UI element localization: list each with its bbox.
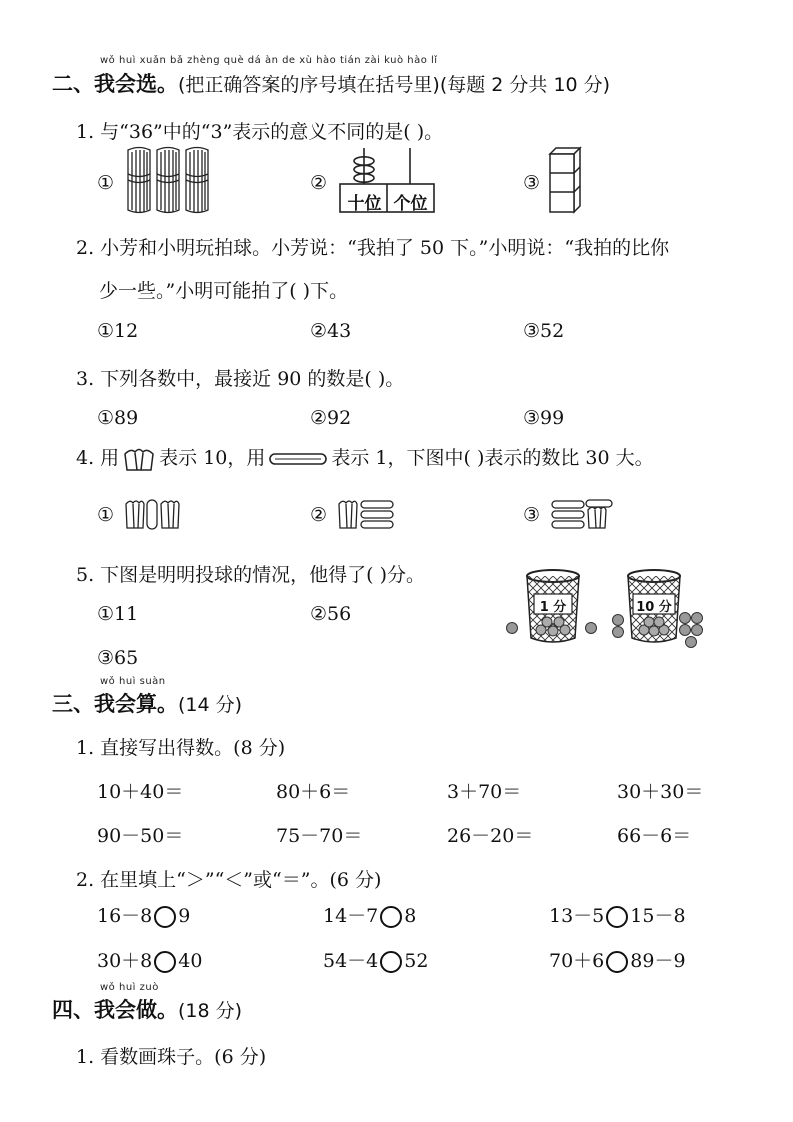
calc-item: 30＋30＝ [617, 781, 704, 803]
calc-item: 26－20＝ [447, 825, 534, 847]
stick-symbol-icon [269, 452, 327, 466]
compare-left: 13－5 [549, 905, 605, 927]
section2-pinyin: wǒ huì xuǎn bǎ zhèng què dá àn de xù hào tián zài kuò hào lǐ [100, 55, 438, 66]
compare-answer-circle[interactable] [154, 951, 176, 973]
section2-heading [52, 68, 610, 98]
q2-option-3: ③52 [523, 320, 565, 342]
question-4-text-b: 表示 10，用 [159, 447, 266, 469]
calc-item: 10＋40＝ [97, 781, 184, 803]
section3-score: (14 分) [178, 694, 243, 716]
q2-option-1: ①12 [97, 320, 139, 342]
compare-item [549, 946, 686, 973]
calc-item: 75－70＝ [276, 825, 363, 847]
compare-answer-circle[interactable] [154, 906, 176, 928]
q2-option-2: ②43 [310, 320, 352, 342]
basket-10-label: 10 分 [636, 600, 672, 615]
bundle-symbol-icon [123, 446, 155, 472]
question-4-text-c: 表示 1，下图中( )表示的数比 30 大。 [331, 447, 654, 469]
q3-option-1: ①89 [97, 407, 139, 429]
q1-option-1-label: ① [97, 172, 115, 194]
question-4-text-a: 4. 用 [76, 447, 120, 469]
section4-pinyin: wǒ huì zuò [100, 982, 159, 993]
compare-item [97, 901, 190, 928]
question-2-line1: 2. 小芳和小明玩拍球。小芳说：“我拍了 50 下。”小明说：“我拍的比你 [76, 237, 670, 259]
calc-question-1-text: 1. 直接写出得数。(8 分) [76, 737, 286, 759]
question-3-text: 3. 下列各数中，最接近 90 的数是( )。 [76, 368, 405, 390]
compare-right: 40 [178, 950, 203, 972]
compare-left: 70＋6 [549, 950, 605, 972]
compare-answer-circle[interactable] [380, 906, 402, 928]
q5-option-1: ①11 [97, 603, 139, 625]
calc-item: 80＋6＝ [276, 781, 351, 803]
compare-left: 14－7 [323, 905, 379, 927]
section3-pinyin: wǒ huì suàn [100, 676, 166, 687]
compare-question-2-text: 2. 在里填上“＞”“＜”或“＝”。(6 分) [76, 869, 382, 891]
section4-heading [52, 994, 242, 1024]
question-4-text [76, 443, 654, 472]
q5-option-3: ③65 [97, 647, 139, 669]
compare-right: 8 [404, 905, 417, 927]
compare-right: 15－8 [630, 905, 686, 927]
section2-instruction: (把正确答案的序号填在括号里)(每题 2 分共 10 分) [178, 74, 611, 96]
compare-item [323, 901, 416, 928]
question-1-text: 1. 与“36”中的“3”表示的意义不同的是( )。 [76, 121, 444, 143]
q4-option-2-image [337, 496, 395, 532]
compare-item [323, 946, 428, 973]
q3-option-3: ③99 [523, 407, 565, 429]
draw-question-1-text: 1. 看数画珠子。(6 分) [76, 1046, 267, 1068]
q4-option-3-label: ③ [523, 504, 541, 526]
q4-option-2-label: ② [310, 504, 328, 526]
section2-title: 二、我会选。 [52, 72, 178, 96]
compare-left: 54－4 [323, 950, 379, 972]
q3-option-2: ②92 [310, 407, 352, 429]
question-2-line2: 少一些。”小明可能拍了( )下。 [99, 280, 349, 302]
compare-answer-circle[interactable] [380, 951, 402, 973]
section4-score: (18 分) [178, 1000, 243, 1022]
abacus-tens-label: 十位 [347, 194, 382, 214]
calc-item: 3＋70＝ [447, 781, 522, 803]
compare-right: 89－9 [630, 950, 686, 972]
q1-option-3-label: ③ [523, 172, 541, 194]
question-5-text: 5. 下图是明明投球的情况，他得了( )分。 [76, 564, 426, 586]
basket-1-label: 1 分 [539, 600, 567, 615]
compare-right: 52 [404, 950, 429, 972]
section3-title: 三、我会算。 [52, 692, 178, 716]
stacked-cubes-image [548, 146, 582, 214]
section3-heading [52, 688, 242, 718]
bundled-sticks-image [125, 146, 213, 214]
compare-answer-circle[interactable] [606, 906, 628, 928]
calc-item: 90－50＝ [97, 825, 184, 847]
compare-item [549, 901, 686, 928]
compare-item [97, 946, 202, 973]
q4-option-1-image [124, 496, 182, 532]
compare-left: 16－8 [97, 905, 153, 927]
q1-option-2-label: ② [310, 172, 328, 194]
compare-answer-circle[interactable] [606, 951, 628, 973]
q5-option-2: ②56 [310, 603, 352, 625]
abacus-ones-label: 个位 [393, 194, 428, 214]
section4-title: 四、我会做。 [52, 998, 178, 1022]
compare-left: 30＋8 [97, 950, 153, 972]
compare-right: 9 [178, 905, 191, 927]
q4-option-3-image [550, 496, 614, 532]
calc-item: 66－6＝ [617, 825, 692, 847]
q4-option-1-label: ① [97, 504, 115, 526]
